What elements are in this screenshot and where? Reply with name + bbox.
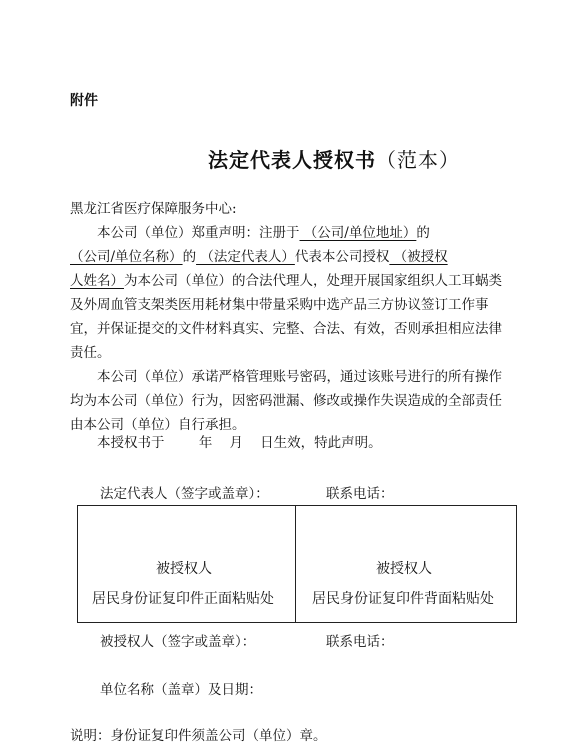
paragraph-1-line-2 [70, 245, 540, 270]
paragraph-1-line-6: 责任。 [70, 345, 111, 361]
paragraph-2-line-1: 本公司（单位）承诺严格管理账号密码，通过该账号进行的所有操作 [97, 369, 502, 385]
text-segment: 本公司（单位）郑重声明：注册于 [97, 225, 300, 241]
left-cell-title: 被授权人 [156, 561, 212, 577]
text-segment: 为本公司（单位）的合法代理人，处理开展国家组织人工耳蜗类 [124, 273, 502, 289]
authorized-signature-label: 被授权人（签字或盖章）： [100, 634, 256, 650]
left-cell-caption: 居民身份证复印件正面粘贴处 [92, 591, 274, 607]
footnote: 说明：身份证复印件须盖公司（单位）章。 [70, 728, 327, 744]
blank-company-name: （公司/单位名称） [70, 249, 183, 265]
unit-stamp-date-label: 单位名称（盖章）及日期： [100, 682, 262, 698]
legal-rep-signature-label: 法定代表人（签字或盖章）： [100, 486, 269, 502]
blank-company-address: （公司/单位地址） [299, 225, 417, 241]
attachment-label: 附件 [70, 93, 98, 109]
text-segment: 的 [416, 225, 430, 241]
title-suffix: （范本） [376, 148, 460, 172]
text-segment: 代表本公司授权 [294, 249, 390, 265]
document-title [208, 144, 460, 173]
effective-date-line: 本授权书于 年 月 日生效，特此声明。 [97, 435, 382, 451]
recipient: 黑龙江省医疗保障服务中心: [70, 201, 237, 217]
legal-rep-phone-label: 联系电话： [326, 486, 394, 502]
paragraph-1-line-3 [70, 269, 540, 294]
paragraph-1-line-4: 及外周血管支架类医用耗材集中带量采购中选产品三方协议签订工作事 [70, 297, 489, 313]
table-divider [295, 506, 296, 622]
paragraph-2-line-2: 均为本公司（单位）行为，因密码泄漏、修改或操作失误造成的全部责任 [70, 393, 502, 409]
blank-authorized-name-start: （被授权 [389, 249, 448, 265]
text-segment: 的 [182, 249, 197, 265]
paragraph-1-line-5: 宜，并保证提交的文件材料真实、完整、合法、有效，否则承担相应法律 [70, 321, 502, 337]
right-cell-title: 被授权人 [376, 561, 432, 577]
blank-authorized-name-end: 人姓名） [70, 273, 124, 289]
authorized-phone-label: 联系电话： [326, 634, 394, 650]
id-card-paste-table [77, 505, 517, 623]
right-cell-caption: 居民身份证复印件背面粘贴处 [312, 591, 494, 607]
blank-legal-rep: （法定代表人） [196, 249, 295, 265]
paragraph-2-line-3: 由本公司（单位）自行承担。 [70, 417, 246, 433]
paragraph-1-line-1 [70, 221, 540, 246]
title-main: 法定代表人授权书 [208, 148, 376, 172]
